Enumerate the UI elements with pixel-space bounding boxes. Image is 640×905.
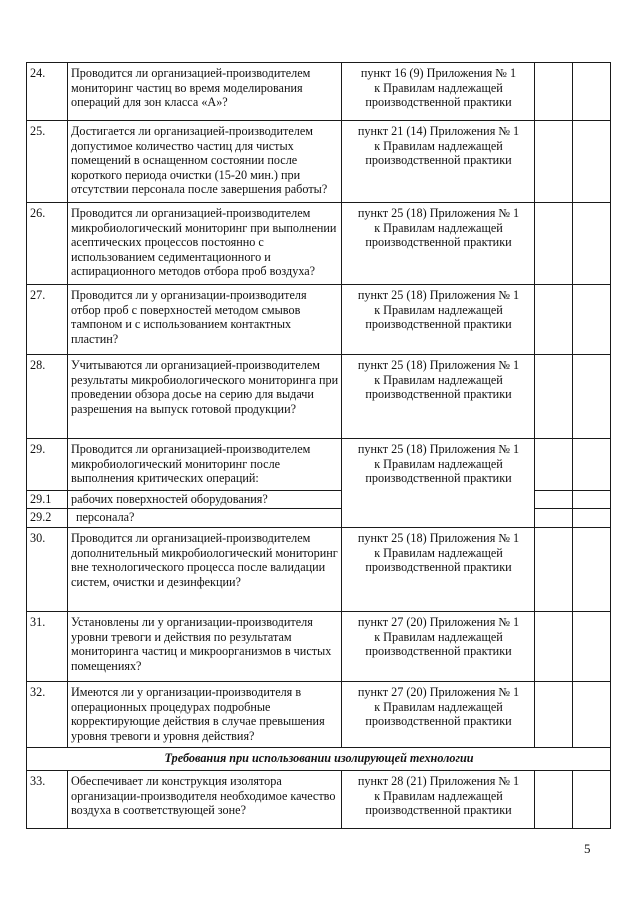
section-row — [27, 748, 611, 771]
subitem-number: 29.2 — [27, 509, 68, 528]
item-question: Установлены ли у организации-производителя уровни тревоги и действия по результатам мониторинга частиц и микроорганизмов в чистых помещениях? — [68, 611, 342, 681]
answer-cell — [535, 509, 573, 528]
note-cell — [573, 121, 611, 203]
item-number: 25. — [27, 121, 68, 203]
subitem-question: персонала? — [68, 509, 342, 528]
answer-cell — [535, 527, 573, 611]
table-row — [27, 121, 611, 203]
item-number: 24. — [27, 63, 68, 121]
item-question: Проводится ли организацией-производителем дополнительный микробиологический мониторинг вне технологического процесса после валидации систем, очистки и дезинфекции? — [68, 527, 342, 611]
checklist-table — [26, 62, 611, 829]
item-reference: пункт 27 (20) Приложения № 1 к Правилам надлежащей производственной практики — [342, 611, 535, 681]
table-row — [27, 611, 611, 681]
note-cell — [573, 490, 611, 509]
item-question: Обеспечивает ли конструкция изолятора организации-производителя необходимое качество воздуха в соответствующей зоне? — [68, 770, 342, 828]
table-row — [27, 285, 611, 355]
answer-cell — [535, 121, 573, 203]
item-reference: пункт 16 (9) Приложения № 1 к Правилам надлежащей производственной практики — [342, 63, 535, 121]
item-question: Достигается ли организацией-производителем допустимое количество частиц для чистых помещений в оснащенном состоянии после короткого периода очистки (15-20 мин.) при отсутствии персонала после завершения работы? — [68, 121, 342, 203]
note-cell — [573, 285, 611, 355]
note-cell — [573, 203, 611, 285]
note-cell — [573, 509, 611, 528]
item-number: 29. — [27, 439, 68, 491]
item-number: 26. — [27, 203, 68, 285]
note-cell — [573, 770, 611, 828]
note-cell — [573, 527, 611, 611]
table-row — [27, 203, 611, 285]
item-reference: пункт 25 (18) Приложения № 1 к Правилам надлежащей производственной практики — [342, 355, 535, 439]
section-heading: Требования при использовании изолирующей технологии — [27, 748, 611, 771]
note-cell — [573, 439, 611, 491]
item-number: 32. — [27, 681, 68, 747]
item-question: Имеются ли у организации-производителя в операционных процедурах подробные корректирующие действия в случае превышения уровня тревоги и уровня действия? — [68, 681, 342, 747]
item-reference: пункт 25 (18) Приложения № 1 к Правилам надлежащей производственной практики — [342, 203, 535, 285]
answer-cell — [535, 285, 573, 355]
item-number: 28. — [27, 355, 68, 439]
note-cell — [573, 63, 611, 121]
item-number: 33. — [27, 770, 68, 828]
item-reference: пункт 25 (18) Приложения № 1 к Правилам надлежащей производственной практики — [342, 285, 535, 355]
item-reference: пункт 27 (20) Приложения № 1 к Правилам надлежащей производственной практики — [342, 681, 535, 747]
answer-cell — [535, 63, 573, 121]
item-number: 30. — [27, 527, 68, 611]
item-question: Учитываются ли организацией-производителем результаты микробиологического мониторинга при проведении обзора досье на серию для выдачи разрешения на выпуск готовой продукции? — [68, 355, 342, 439]
answer-cell — [535, 681, 573, 747]
answer-cell — [535, 439, 573, 491]
answer-cell — [535, 203, 573, 285]
subitem-question: рабочих поверхностей оборудования? — [68, 490, 342, 509]
subitem-number: 29.1 — [27, 490, 68, 509]
note-cell — [573, 681, 611, 747]
note-cell — [573, 355, 611, 439]
table-row — [27, 681, 611, 747]
item-reference: пункт 28 (21) Приложения № 1 к Правилам надлежащей производственной практики — [342, 770, 535, 828]
item-question: Проводится ли организацией-производителем мониторинг частиц во время моделирования операций для зон класса «А»? — [68, 63, 342, 121]
item-question: Проводится ли организацией-производителем микробиологический мониторинг после выполнения критических операций: — [68, 439, 342, 491]
item-question: Проводится ли у организации-производителя отбор проб с поверхностей методом смывов тампоном и с использованием контактных пластин? — [68, 285, 342, 355]
item-question: Проводится ли организацией-производителем микробиологический мониторинг при выполнении асептических процессов постоянно с использованием седиментационного и аспирационного методов отбора проб воздуха? — [68, 203, 342, 285]
table-row — [27, 355, 611, 439]
note-cell — [573, 611, 611, 681]
page-number: 5 — [584, 841, 591, 856]
item-reference: пункт 25 (18) Приложения № 1 к Правилам надлежащей производственной практики — [342, 527, 535, 611]
table-row — [27, 63, 611, 121]
answer-cell — [535, 770, 573, 828]
item-reference: пункт 25 (18) Приложения № 1 к Правилам надлежащей производственной практики — [342, 439, 535, 528]
answer-cell — [535, 490, 573, 509]
item-reference: пункт 21 (14) Приложения № 1 к Правилам надлежащей производственной практики — [342, 121, 535, 203]
item-number: 27. — [27, 285, 68, 355]
table-row — [27, 527, 611, 611]
answer-cell — [535, 611, 573, 681]
table-row — [27, 439, 611, 491]
item-number: 31. — [27, 611, 68, 681]
answer-cell — [535, 355, 573, 439]
table-row — [27, 770, 611, 828]
